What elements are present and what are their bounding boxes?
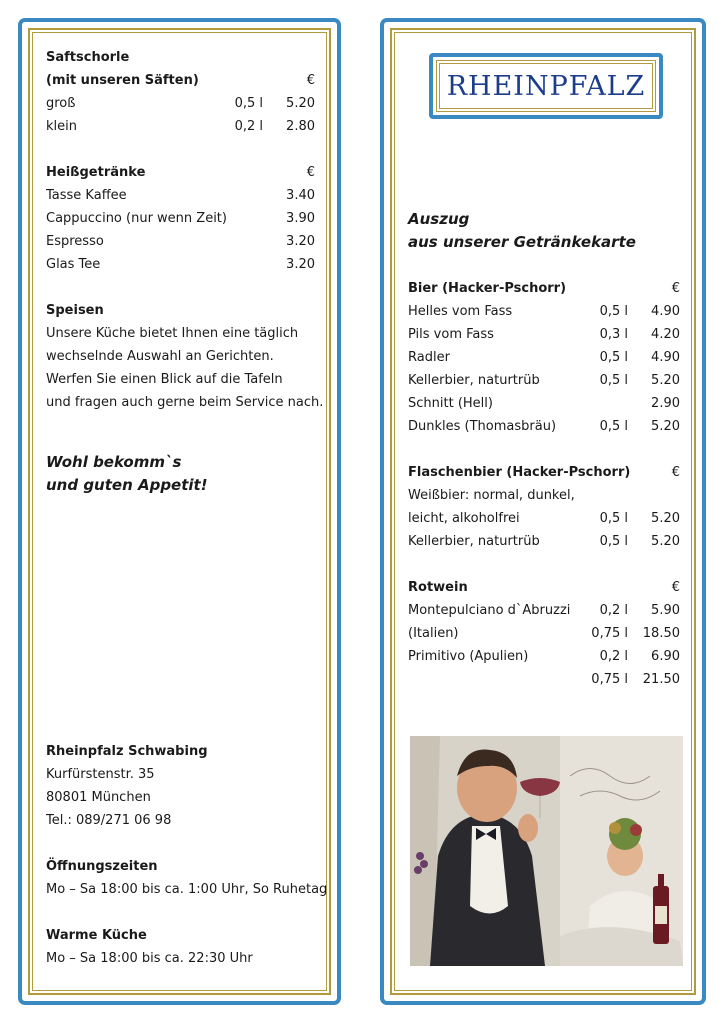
- menu-item: groß 0,5 l 5.20: [46, 96, 315, 111]
- logo-text: RHEINPFALZ: [446, 70, 646, 102]
- flaschenbier-heading: Flaschenbier (Hacker-Pschorr) €: [408, 465, 680, 480]
- slogan-line: und guten Appetit!: [46, 476, 208, 494]
- menu-item: Glas Tee 3.20: [46, 257, 315, 272]
- menu-item: Tasse Kaffee 3.40: [46, 188, 315, 203]
- restaurant-name: Rheinpfalz Schwabing: [46, 744, 208, 759]
- menu-item: klein 0,2 l 2.80: [46, 119, 315, 134]
- address-street: Kurfürstenstr. 35: [46, 767, 155, 782]
- opening-hours-text: Mo – Sa 18:00 bis ca. 1:00 Uhr, So Ruhetag: [46, 882, 328, 897]
- painting-illustration: [410, 736, 683, 966]
- left-content: [46, 46, 324, 497]
- speisen-heading: Speisen: [46, 303, 104, 318]
- bier-heading: Bier (Hacker-Pschorr) €: [408, 281, 680, 296]
- intro-line: Auszug: [408, 210, 470, 228]
- contact-block: [46, 740, 328, 970]
- intro-line: aus unserer Getränkekarte: [408, 233, 636, 251]
- opening-hours-heading: Öffnungszeiten: [46, 859, 158, 874]
- slogan-line: Wohl bekomm`s: [46, 453, 182, 471]
- menu-item: Radler 0,5 l 4.90: [408, 350, 680, 365]
- right-content: [408, 208, 680, 691]
- wine-tasting-painting: [410, 736, 683, 966]
- left-menu-panel: [18, 18, 341, 1005]
- menu-item: Pils vom Fass 0,3 l 4.20: [408, 327, 680, 342]
- rheinpfalz-logo: [429, 53, 663, 119]
- menu-item: Kellerbier, naturtrüb 0,5 l 5.20: [408, 373, 680, 388]
- heissgetraenke-heading: Heißgetränke €: [46, 165, 315, 180]
- speisen-text-line: Unsere Küche bietet Ihnen eine täglich: [46, 326, 299, 341]
- menu-item: Kellerbier, naturtrüb 0,5 l 5.20: [408, 534, 680, 549]
- menu-item: Cappuccino (nur wenn Zeit) 3.90: [46, 211, 315, 226]
- address-city: 80801 München: [46, 790, 151, 805]
- menu-item: Dunkles (Thomasbräu) 0,5 l 5.20: [408, 419, 680, 434]
- menu-item: leicht, alkoholfrei 0,5 l 5.20: [408, 511, 680, 526]
- menu-item: Primitivo (Apulien) 0,2 l 6.90: [408, 649, 680, 664]
- speisen-text-line: Werfen Sie einen Blick auf die Tafeln: [46, 372, 283, 387]
- rotwein-heading: Rotwein €: [408, 580, 680, 595]
- kitchen-hours-text: Mo – Sa 18:00 bis ca. 22:30 Uhr: [46, 951, 253, 966]
- saftschorle-subheading: (mit unseren Säften) €: [46, 73, 315, 88]
- menu-item: Espresso 3.20: [46, 234, 315, 249]
- speisen-text-line: und fragen auch gerne beim Service nach.: [46, 395, 324, 410]
- menu-item: (Italien) 0,75 l 18.50: [408, 626, 680, 641]
- flaschenbier-description: Weißbier: normal, dunkel,: [408, 488, 575, 503]
- speisen-text-line: wechselnde Auswahl an Gerichten.: [46, 349, 274, 364]
- menu-item: Helles vom Fass 0,5 l 4.90: [408, 304, 680, 319]
- menu-item: Schnitt (Hell) 2.90: [408, 396, 680, 411]
- kitchen-heading: Warme Küche: [46, 928, 147, 943]
- right-menu-panel: [380, 18, 706, 1005]
- menu-item: 0,75 l 21.50: [591, 672, 680, 687]
- menu-item: Montepulciano d`Abruzzi 0,2 l 5.90: [408, 603, 680, 618]
- saftschorle-heading: Saftschorle: [46, 50, 130, 65]
- phone-number: Tel.: 089/271 06 98: [46, 813, 172, 828]
